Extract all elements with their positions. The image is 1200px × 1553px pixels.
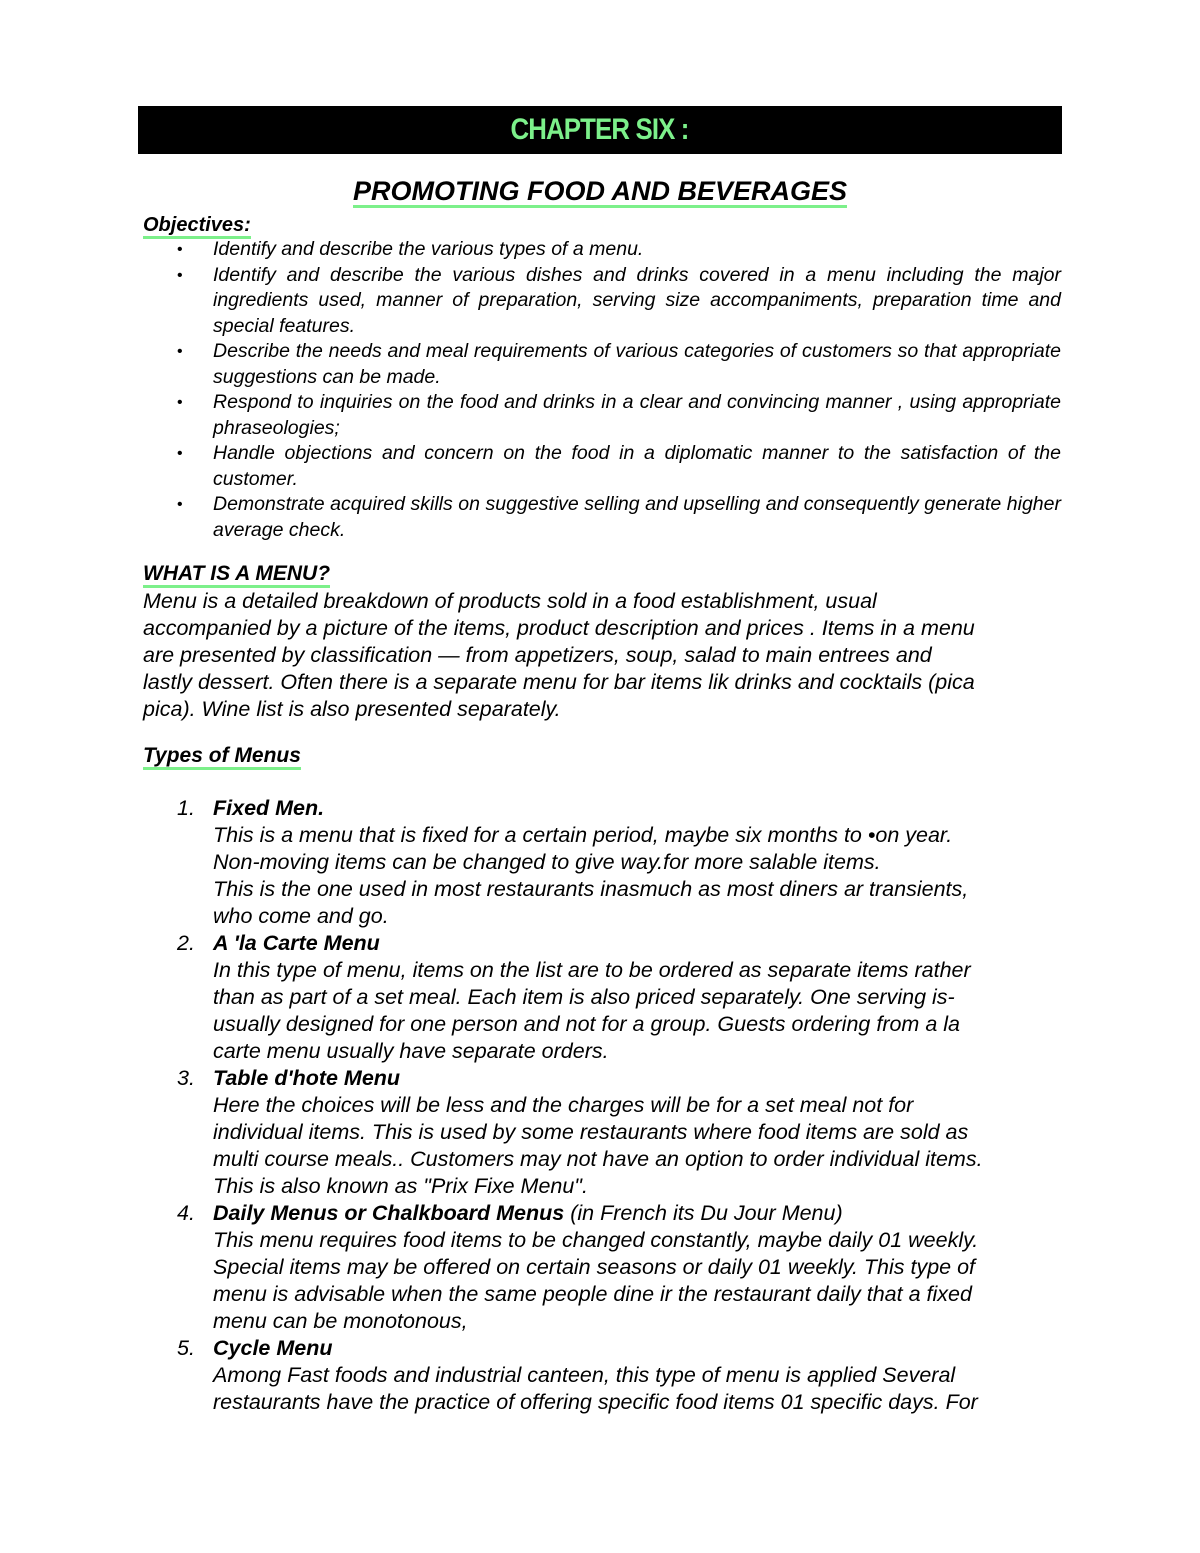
objective-item (143, 441, 1061, 492)
menu-type-line: This is the one used in most restaurants inasmuch as most diners ar transients, (213, 877, 969, 901)
menu-type-line: who come and go. (213, 904, 389, 928)
menu-type-line: menu can be monotonous, (213, 1309, 468, 1333)
menu-type-line: individual items. This is used by some restaurants where food items are sold as (213, 1120, 969, 1144)
bullet-icon: • (177, 241, 183, 258)
types-of-menus-heading: Types of Menus (143, 745, 301, 770)
menu-definition-paragraph (143, 588, 1061, 723)
menu-type-line: This is also known as "Prix Fixe Menu". (213, 1174, 588, 1198)
item-number: 3. (177, 1066, 195, 1090)
chapter-header-bar (138, 106, 1062, 154)
menu-type-line: This is a menu that is fixed for a certain period, maybe six months to •on year. (213, 823, 953, 847)
paragraph-line: lastly dessert. Often there is a separate menu for bar items lik drinks and cocktails (pica (143, 670, 975, 694)
bullet-icon: • (177, 343, 183, 360)
paragraph-line: accompanied by a picture of the items, product description and prices . Items in a menu (143, 616, 975, 640)
menu-type-line: multi course meals.. Customers may not have an option to order individual items. (213, 1147, 983, 1171)
item-number: 4. (177, 1201, 195, 1225)
menu-type-title-suffix: (in French its Du Jour Menu) (564, 1201, 843, 1225)
page-title-container (0, 174, 1200, 208)
item-number: 5. (177, 1336, 195, 1360)
objective-item (143, 492, 1061, 543)
menu-type-line: menu is advisable when the same people dine ir the restaurant daily that a fixed (213, 1282, 972, 1306)
objective-text: Identify and describe the various dishes and drinks covered in a menu including the major ingredients used, manner of preparation, serving size accompaniments, preparation time and special features. (213, 263, 1061, 337)
paragraph-line: pica). Wine list is also presented separately. (143, 697, 561, 721)
objective-text: Identify and describe the various types of a menu. (213, 238, 644, 260)
objective-text: Handle objections and concern on the food in a diplomatic manner to the satisfaction of the customer. (213, 442, 1061, 490)
objectives-heading: Objectives: (143, 215, 251, 239)
menu-type-line: usually designed for one person and not for a group. Guests ordering from a la (213, 1012, 960, 1036)
objective-text: Demonstrate acquired skills on suggestive selling and upselling and consequently generate higher average check. (213, 493, 1061, 541)
menu-type-title: Table d'hote Menu (213, 1066, 401, 1090)
what-is-menu-heading-container (143, 561, 330, 588)
bullet-icon: • (177, 445, 183, 462)
bullet-icon: • (177, 394, 183, 411)
menu-type-line: This menu requires food items to be changed constantly, maybe daily 01 weekly. (213, 1228, 979, 1252)
objective-item (143, 263, 1061, 340)
page-title: PROMOTING FOOD AND BEVERAGES (353, 177, 847, 208)
menu-type-line: Here the choices will be less and the charges will be for a set meal not for (213, 1093, 914, 1117)
objective-item (143, 237, 1061, 263)
menu-type-title: Fixed Men. (213, 796, 325, 820)
menu-type-line: Non-moving items can be changed to give way.for more salable items. (213, 850, 881, 874)
item-number: 2. (177, 931, 195, 955)
objective-text: Describe the needs and meal requirements of various categories of customers so that appropriate suggestions can be made. (213, 340, 1061, 388)
menu-type-item (143, 1200, 1061, 1335)
menu-type-line: In this type of menu, items on the list are to be ordered as separate items rather (213, 958, 971, 982)
menu-type-line: carte menu usually have separate orders. (213, 1039, 609, 1063)
menu-type-title-line (213, 1200, 1061, 1227)
menu-type-item (143, 1335, 1061, 1416)
menu-type-title: A 'la Carte Menu (213, 931, 380, 955)
menu-type-item (143, 1065, 1061, 1200)
item-number: 1. (177, 796, 195, 820)
menu-type-item (143, 930, 1061, 1065)
bullet-icon: • (177, 496, 183, 513)
objectives-heading-container (143, 212, 251, 239)
menu-type-title: Cycle Menu (213, 1336, 333, 1360)
types-of-menus-heading-container (143, 743, 301, 770)
objective-item (143, 390, 1061, 441)
paragraph-line: Menu is a detailed breakdown of products sold in a food establishment, usual (143, 589, 877, 613)
menu-type-line: Among Fast foods and industrial canteen, this type of menu is applied Several (213, 1363, 956, 1387)
menu-type-line: than as part of a set meal. Each item is also priced separately. One serving is- (213, 985, 955, 1009)
menu-type-line: restaurants have the practice of offering specific food items 01 specific days. For (213, 1390, 978, 1414)
menu-type-title-line (213, 795, 1061, 822)
menu-type-title-line (213, 1335, 1061, 1362)
paragraph-line: are presented by classification — from appetizers, soup, salad to main entrees and (143, 643, 932, 667)
objective-text: Respond to inquiries on the food and drinks in a clear and convincing manner , using appropriate phraseologies; (213, 391, 1061, 439)
objectives-list (143, 237, 1061, 543)
menu-type-item (143, 795, 1061, 930)
menu-type-line: Special items may be offered on certain seasons or daily 01 weekly. This type of (213, 1255, 976, 1279)
menu-types-list (143, 795, 1061, 1416)
chapter-title: CHAPTER SIX : (510, 113, 690, 146)
menu-type-title-line (213, 1065, 1061, 1092)
what-is-menu-heading: WHAT IS A MENU? (143, 563, 330, 588)
objective-item (143, 339, 1061, 390)
bullet-icon: • (177, 266, 183, 284)
menu-type-title: Daily Menus or Chalkboard Menus (213, 1201, 565, 1225)
menu-type-title-line (213, 930, 1061, 957)
